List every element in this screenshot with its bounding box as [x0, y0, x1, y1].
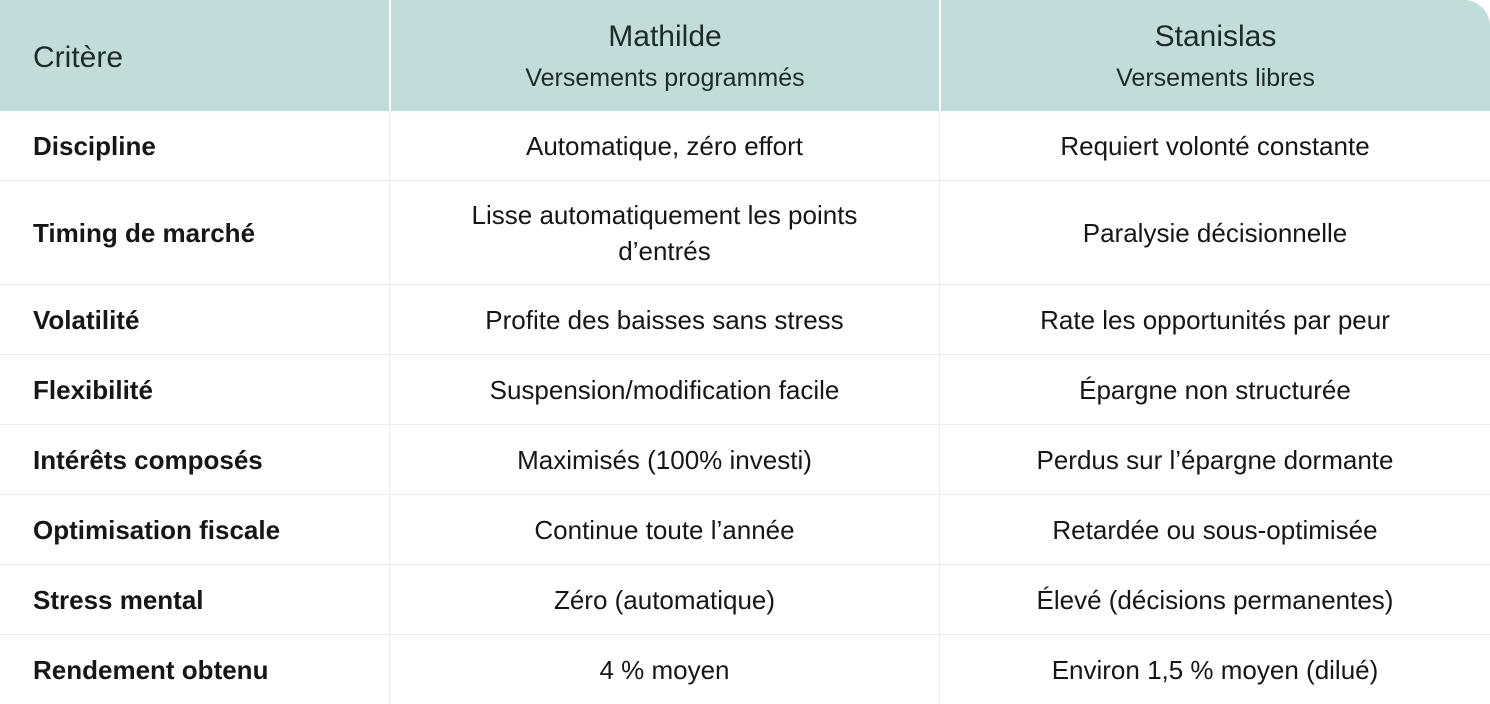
row-mathilde-value: Profite des baisses sans stress — [389, 285, 939, 354]
row-criterion: Discipline — [33, 130, 156, 161]
row-criterion: Flexibilité — [33, 374, 153, 405]
table-row — [0, 425, 1490, 495]
row-mathilde-value: Suspension/modification facile — [389, 355, 939, 424]
row-stanislas-value: Retardée ou sous-optimisée — [939, 495, 1490, 564]
table-row — [0, 355, 1490, 425]
table-row — [0, 495, 1490, 565]
row-criterion: Intérêts composés — [33, 444, 263, 475]
row-mathilde-value: Zéro (automatique) — [389, 565, 939, 634]
row-criterion: Timing de marché — [33, 217, 256, 248]
row-stanislas-value: Rate les opportunités par peur — [939, 285, 1490, 354]
table-row — [0, 565, 1490, 635]
row-stanislas-value: Paralysie décisionnelle — [939, 181, 1490, 284]
table-row — [0, 111, 1490, 181]
header-mathilde-name: Mathilde — [608, 19, 722, 53]
header-stanislas-subtitle: Versements libres — [1116, 63, 1315, 92]
table-header — [0, 0, 1490, 111]
row-criterion: Rendement obtenu — [33, 654, 269, 685]
row-stanislas-value: Épargne non structurée — [939, 355, 1490, 424]
row-criterion: Stress mental — [33, 584, 204, 615]
header-mathilde-subtitle: Versements programmés — [525, 63, 805, 92]
table-row — [0, 181, 1490, 285]
row-stanislas-value: Perdus sur l’épargne dormante — [939, 425, 1490, 494]
row-mathilde-value: Maximisés (100% investi) — [389, 425, 939, 494]
table-row — [0, 285, 1490, 355]
row-mathilde-value: 4 % moyen — [389, 635, 939, 704]
row-criterion: Volatilité — [33, 304, 140, 335]
row-mathilde-value: Continue toute l’année — [389, 495, 939, 564]
header-stanislas — [939, 0, 1490, 111]
row-stanislas-value: Environ 1,5 % moyen (dilué) — [939, 635, 1490, 704]
table-row — [0, 635, 1490, 704]
row-mathilde-value: Automatique, zéro effort — [389, 111, 939, 180]
header-stanislas-name: Stanislas — [1154, 19, 1277, 53]
header-criterion: Critère — [33, 40, 124, 74]
row-criterion: Optimisation fiscale — [33, 514, 281, 545]
header-mathilde — [389, 0, 939, 111]
row-stanislas-value: Requiert volonté constante — [939, 111, 1490, 180]
row-mathilde-value: Lisse automatiquement les points d’entrés — [389, 181, 939, 284]
row-stanislas-value: Élevé (décisions permanentes) — [939, 565, 1490, 634]
